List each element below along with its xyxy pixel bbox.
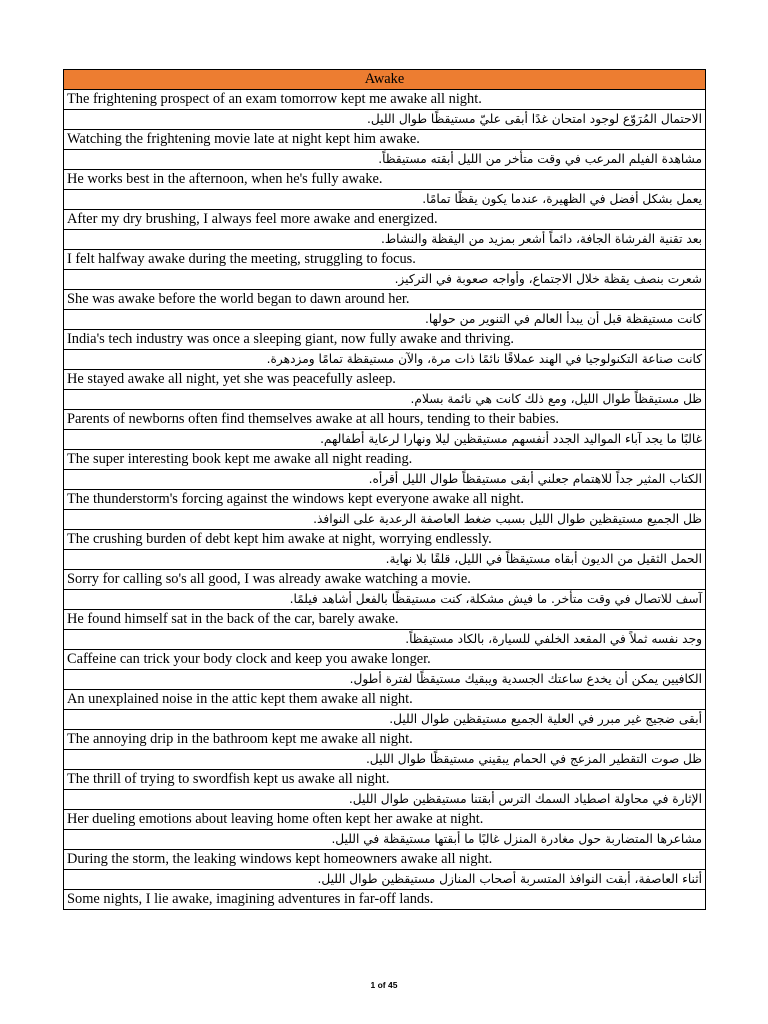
english-sentence: The annoying drip in the bathroom kept me awake all night. [64, 730, 706, 750]
arabic-translation: الإثارة في محاولة اصطياد السمك الترس أبقتنا مستيقظين طوال الليل. [64, 790, 706, 810]
english-sentence: India's tech industry was once a sleeping giant, now fully awake and thriving. [64, 330, 706, 350]
table-row [64, 630, 706, 650]
table-row [64, 770, 706, 790]
english-sentence: An unexplained noise in the attic kept them awake all night. [64, 690, 706, 710]
english-sentence: He works best in the afternoon, when he's fully awake. [64, 170, 706, 190]
arabic-translation: الحمل الثقيل من الديون أبقاه مستيقظاً في الليل، قلقًا بلا نهاية. [64, 550, 706, 570]
english-sentence: The frightening prospect of an exam tomorrow kept me awake all night. [64, 90, 706, 110]
table-row [64, 330, 706, 350]
table-row [64, 750, 706, 770]
arabic-translation: وجد نفسه ثملاً في المقعد الخلفي للسيارة، بالكاد مستيقظاً. [64, 630, 706, 650]
table-row [64, 190, 706, 210]
table-row [64, 490, 706, 510]
arabic-translation: شعرت بنصف يقظة خلال الاجتماع، وأواجه صعوبة في التركيز. [64, 270, 706, 290]
table-row [64, 650, 706, 670]
english-sentence: During the storm, the leaking windows kept homeowners awake all night. [64, 850, 706, 870]
arabic-translation: مشاعرها المتضاربة حول مغادرة المنزل غالبًا ما أبقتها مستيقظة في الليل. [64, 830, 706, 850]
table-row [64, 550, 706, 570]
english-sentence: The thrill of trying to swordfish kept us awake all night. [64, 770, 706, 790]
english-sentence: Caffeine can trick your body clock and keep you awake longer. [64, 650, 706, 670]
table-row [64, 690, 706, 710]
english-sentence: He found himself sat in the back of the car, barely awake. [64, 610, 706, 630]
english-sentence: Her dueling emotions about leaving home often kept her awake at night. [64, 810, 706, 830]
table-row [64, 250, 706, 270]
table-row [64, 270, 706, 290]
arabic-translation: ظل مستيقظاً طوال الليل، ومع ذلك كانت هي نائمة بسلام. [64, 390, 706, 410]
table-row [64, 830, 706, 850]
table-row [64, 810, 706, 830]
table-row [64, 790, 706, 810]
table-row [64, 570, 706, 590]
table-row [64, 470, 706, 490]
table-row [64, 390, 706, 410]
english-sentence: The thunderstorm's forcing against the windows kept everyone awake all night. [64, 490, 706, 510]
arabic-translation: كانت صناعة التكنولوجيا في الهند عملاقًا نائمًا ذات مرة، والآن مستيقظة تمامًا ومزدهرة. [64, 350, 706, 370]
table-row [64, 590, 706, 610]
table-row [64, 890, 706, 910]
arabic-translation: ظل الجميع مستيقظين طوال الليل بسبب ضغط العاصفة الرعدية على النوافذ. [64, 510, 706, 530]
arabic-translation: مشاهدة الفيلم المرعب في وقت متأخر من الليل أبقته مستيقظاً. [64, 150, 706, 170]
table-row [64, 170, 706, 190]
arabic-translation: يعمل بشكل أفضل في الظهيرة، عندما يكون يقظًا تمامًا. [64, 190, 706, 210]
english-sentence: The crushing burden of debt kept him awake at night, worrying endlessly. [64, 530, 706, 550]
table-row [64, 430, 706, 450]
english-sentence: I felt halfway awake during the meeting, struggling to focus. [64, 250, 706, 270]
table-row [64, 710, 706, 730]
page-number: 1 of 45 [370, 980, 398, 990]
table-row [64, 850, 706, 870]
english-sentence: Some nights, I lie awake, imagining adventures in far-off lands. [64, 890, 706, 910]
table-row [64, 410, 706, 430]
table-row [64, 450, 706, 470]
arabic-translation: كانت مستيقظة قبل أن يبدأ العالم في التنوير من حولها. [64, 310, 706, 330]
arabic-translation: ظل صوت التقطير المزعج في الحمام يبقيني مستيقظًا طوال الليل. [64, 750, 706, 770]
english-sentence: The super interesting book kept me awake all night reading. [64, 450, 706, 470]
arabic-translation: الاحتمال المُرَوّع لوجود امتحان غدًا أبقى عليّ مستيقظًا طوال الليل. [64, 110, 706, 130]
table-row [64, 370, 706, 390]
arabic-translation: آسف للاتصال في وقت متأخر. ما فيش مشكلة، كنت مستيقظًا بالفعل أشاهد فيلمًا. [64, 590, 706, 610]
arabic-translation: أبقى ضجيج غير مبرر في العلية الجميع مستيقظين طوال الليل. [64, 710, 706, 730]
arabic-translation: أثناء العاصفة، أبقت النوافذ المتسربة أصحاب المنازل مستيقظين طوال الليل. [64, 870, 706, 890]
arabic-translation: الكافيين يمكن أن يخدع ساعتك الجسدية ويبقيك مستيقظًا لفترة أطول. [64, 670, 706, 690]
header-row [64, 70, 706, 90]
table-row [64, 510, 706, 530]
table-row [64, 310, 706, 330]
table-row [64, 610, 706, 630]
table-row [64, 730, 706, 750]
table-row [64, 290, 706, 310]
table-row [64, 530, 706, 550]
english-sentence: Parents of newborns often find themselves awake at all hours, tending to their babies. [64, 410, 706, 430]
english-sentence: She was awake before the world began to dawn around her. [64, 290, 706, 310]
arabic-translation: غالبًا ما يجد آباء المواليد الجدد أنفسهم مستيقظين ليلا ونهارا لرعاية أطفالهم. [64, 430, 706, 450]
table-row [64, 90, 706, 110]
table-row [64, 150, 706, 170]
table-row [64, 110, 706, 130]
table-header-cell: Awake [64, 70, 706, 90]
table-row [64, 210, 706, 230]
english-sentence: After my dry brushing, I always feel more awake and energized. [64, 210, 706, 230]
vocabulary-table [63, 69, 706, 910]
table-row [64, 870, 706, 890]
table-row [64, 670, 706, 690]
arabic-translation: بعد تقنية الفرشاة الجافة، دائماً أشعر بمزيد من اليقظة والنشاط. [64, 230, 706, 250]
arabic-translation: الكتاب المثير جداً للاهتمام جعلني أبقى مستيقظاً طوال الليل أقرأه. [64, 470, 706, 490]
table-row [64, 130, 706, 150]
english-sentence: Sorry for calling so's all good, I was already awake watching a movie. [64, 570, 706, 590]
table-body [64, 70, 706, 910]
english-sentence: He stayed awake all night, yet she was peacefully asleep. [64, 370, 706, 390]
english-sentence: Watching the frightening movie late at night kept him awake. [64, 130, 706, 150]
table-row [64, 230, 706, 250]
table-row [64, 350, 706, 370]
